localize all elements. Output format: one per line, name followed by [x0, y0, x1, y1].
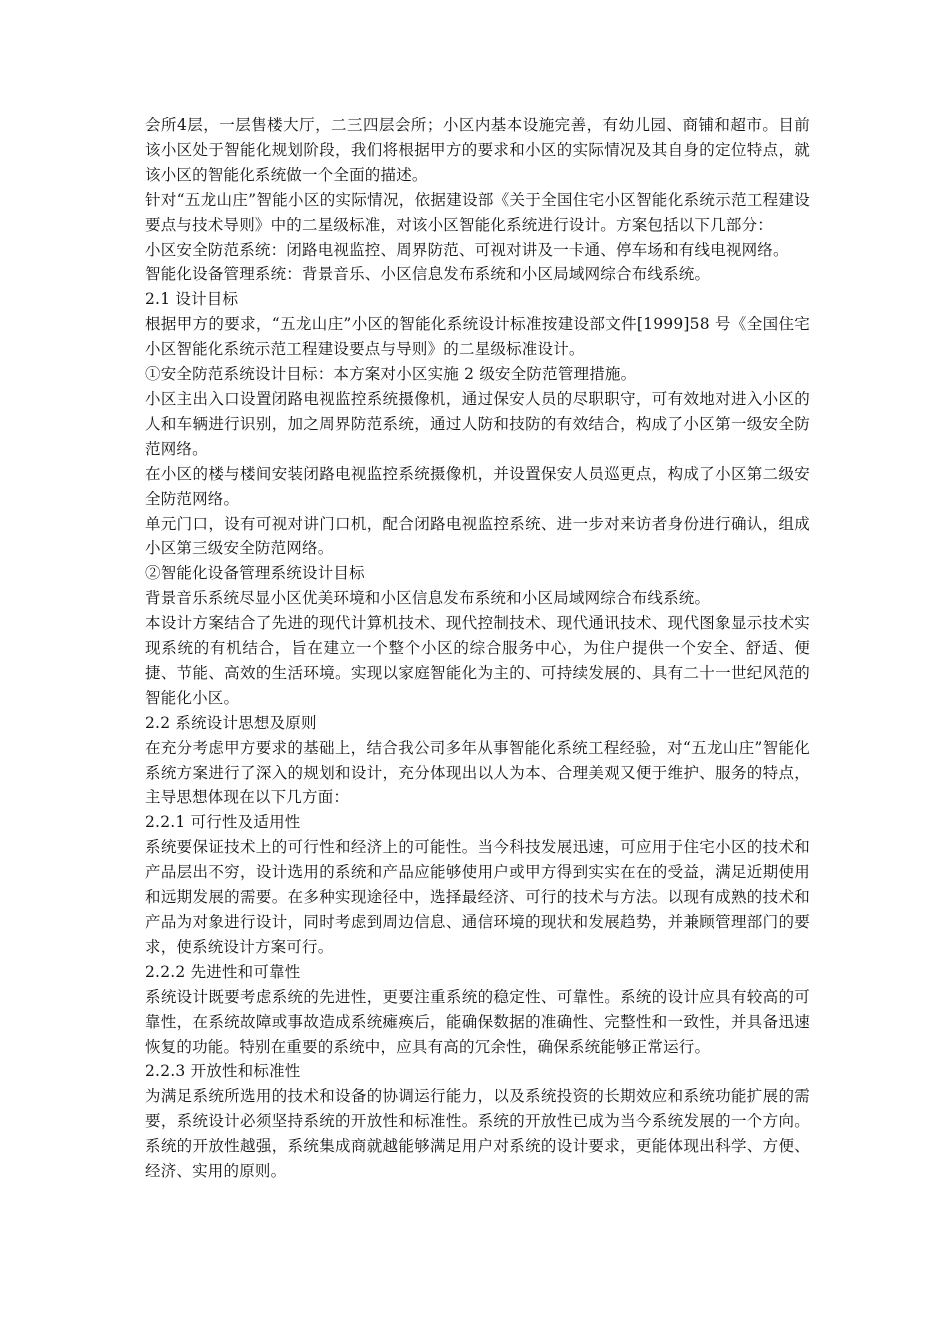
paragraph: ①安全防范系统设计目标：本方案对小区实施 2 级安全防范管理措施。 [145, 365, 637, 384]
subsection-heading: 2.2.2 先进性和可靠性 [145, 962, 301, 981]
section-heading: 2.2 系统设计思想及原则 [145, 713, 317, 732]
subsection-heading: 2.2.1 可行性及适用性 [145, 813, 301, 832]
paragraph: 会所4层，一层售楼大厅，二三四层会所；小区内基本设施完善，有幼儿园、商铺和超市。目前该小区处于智能化规划阶段，我们将根据甲方的要求和小区的实际情况及其自身的定位特点，就该小区的智能化系统做一个全面的描述。 [145, 116, 810, 184]
paragraph: 单元门口，设有可视对讲门口机，配合闭路电视监控系统、进一步对来访者身份进行确认，组成小区第三级安全防范网络。 [145, 514, 810, 558]
paragraph: 系统要保证技术上的可行性和经济上的可能性。当今科技发展迅速，可应用于住宅小区的技术和产品层出不穷，设计选用的系统和产品应能够使用户或甲方得到实实在在的受益，满足近期使用和远期发展的需要。在多种实现途径中，选择最经济、可行的技术与方法。以现有成熟的技术和产品为对象进行设计，同时考虑到周边信息、通信环境的现状和发展趋势，并兼顾管理部门的要求，使系统设计方案可行。 [145, 838, 810, 956]
paragraph: 小区主出入口设置闭路电视监控系统摄像机，通过保安人员的尽职职守，可有效地对进入小区的人和车辆进行识别，加之周界防范系统，通过人防和技防的有效结合，构成了小区第一级安全防范网络。 [145, 389, 810, 458]
paragraph: 背景音乐系统尽显小区优美环境和小区信息发布系统和小区局域网综合布线系统。 [145, 589, 711, 608]
paragraph: ②智能化设备管理系统设计目标 [145, 564, 365, 583]
paragraph: 智能化设备管理系统：背景音乐、小区信息发布系统和小区局域网综合布线系统。 [145, 265, 711, 284]
paragraph: 本设计方案结合了先进的现代计算机技术、现代控制技术、现代通讯技术、现代图象显示技术实现系统的有机结合，旨在建立一个整个小区的综合服务中心，为住户提供一个安全、舒适、便捷、节能、高效的生活环境。实现以家庭智能化为主的、可持续发展的、具有二十一世纪风范的智能化小区。 [145, 614, 810, 707]
paragraph: 在充分考虑甲方要求的基础上，结合我公司多年从事智能化系统工程经验，对“五龙山庄”智能化系统方案进行了深入的规划和设计，充分体现出以人为本、合理美观又便于维护、服务的特点，主导思想体现在以下几方面： [145, 738, 810, 807]
subsection-heading: 2.2.3 开放性和标准性 [145, 1062, 301, 1081]
section-heading: 2.1 设计目标 [145, 290, 239, 309]
paragraph: 根据甲方的要求，“五龙山庄”小区的智能化系统设计标准按建设部文件[1999]58 号《全国住宅小区智能化系统示范工程建设要点与导则》的二星级标准设计。 [145, 315, 810, 359]
paragraph: 在小区的楼与楼间安装闭路电视监控系统摄像机，并设置保安人员巡更点，构成了小区第二级安全防范网络。 [145, 464, 810, 508]
paragraph: 系统设计既要考虑系统的先进性，更要注重系统的稳定性、可靠性。系统的设计应具有较高的可靠性，在系统故障或事故造成系统瘫痪后，能确保数据的准确性、完整性和一致性，并具备迅速恢复的功能。特别在重要的系统中，应具有高的冗余性，确保系统能够正常运行。 [145, 987, 810, 1056]
paragraph: 针对“五龙山庄”智能小区的实际情况，依据建设部《关于全国住宅小区智能化系统示范工程建设要点与技术导则》中的二星级标准，对该小区智能化系统进行设计。方案包括以下几部分： [145, 190, 810, 234]
paragraph: 为满足系统所选用的技术和设备的协调运行能力，以及系统投资的长期效应和系统功能扩展的需要，系统设计必须坚持系统的开放性和标准性。系统的开放性已成为当今系统发展的一个方向。系统的开放性越强，系统集成商就越能够满足用户对系统的设计要求，更能体现出科学、方便、经济、实用的原则。 [145, 1087, 810, 1181]
document-page [145, 113, 810, 1184]
paragraph: 小区安全防范系统：闭路电视监控、周界防范、可视对讲及一卡通、停车场和有线电视网络。 [145, 240, 789, 259]
